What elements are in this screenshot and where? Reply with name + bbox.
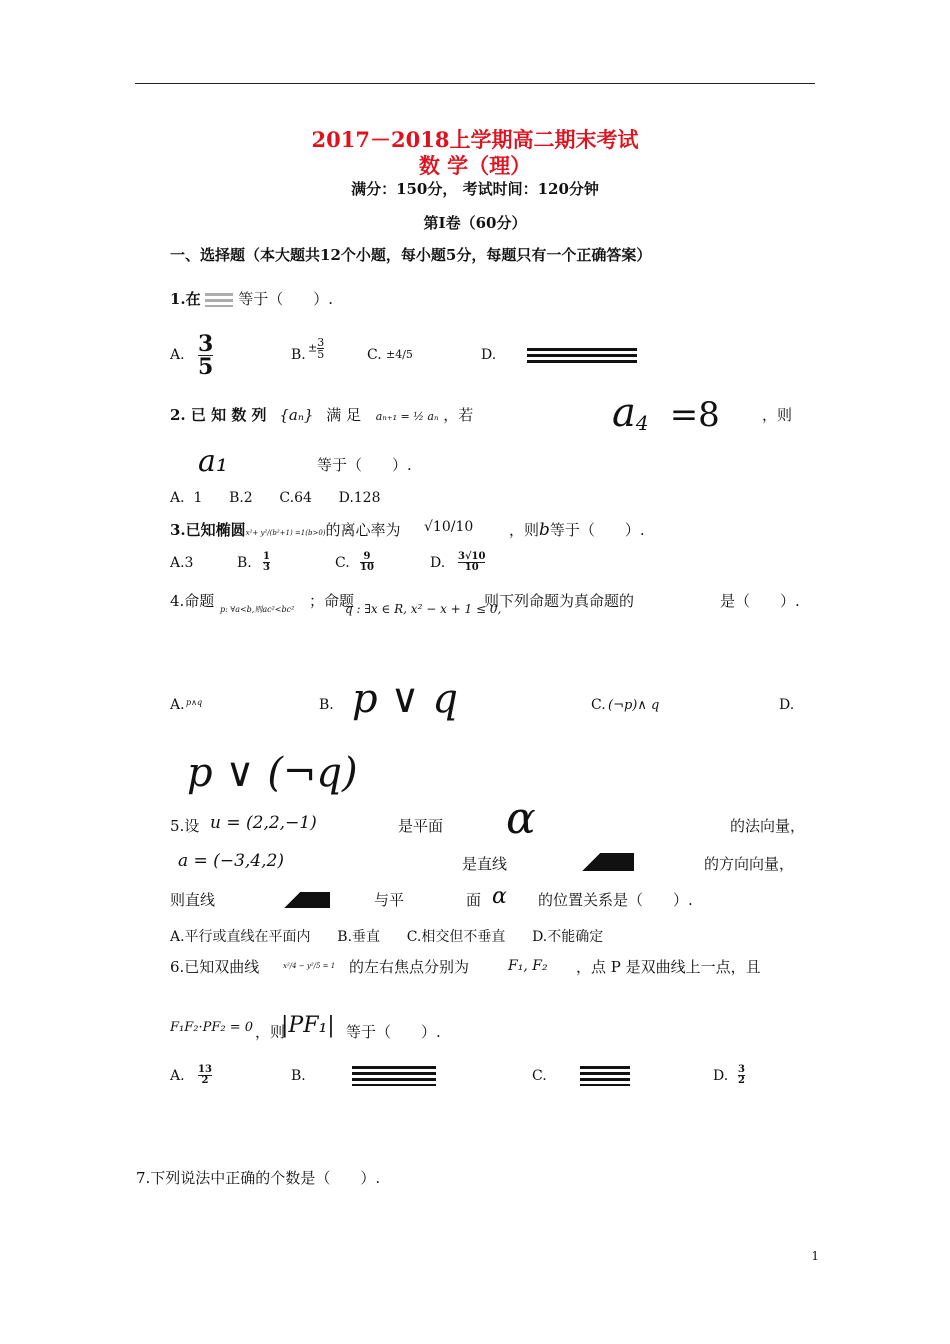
q3-line [170,519,401,540]
q5-stem-c: 的法向量， [730,817,806,835]
q6-option-c-label: C. [532,1068,547,1084]
q4-option-c: (¬p)∧ q [608,698,660,713]
q3-eccentricity: √10/10 [424,519,474,535]
q6-option-a-label: A. [170,1068,185,1084]
q4-stem-a: 4.命题 [170,592,215,610]
q5-alpha-2: α [492,884,507,909]
q1-a-den: 5 [198,354,214,380]
q1-b-num: 3 [317,336,325,349]
q4-p: p: ∀a<b,则ac²<bc² [220,605,295,614]
q1-a-num: 3 [198,331,214,357]
q2-stem-d: ，则 [762,406,793,424]
q6-option-b-label: B. [291,1068,306,1084]
q5-stem-a: 5.设 [170,817,200,835]
q2-stem-c: ，若 [443,406,474,424]
q5-u: u = (2,2,−1) [210,813,317,833]
q3-stem-b: 的离心率为 [325,521,401,539]
q3-stem-d: 等于（ ）. [549,521,645,539]
q1-option-d-blurred [527,348,637,366]
q2-stem-e: 等于（ ）. [317,456,412,474]
q3-c-den: 10 [360,562,374,573]
q3-stem-c: ，则 [509,521,540,539]
q6-stem-c: ，点 P 是双曲线上一点，且 [576,958,761,976]
q4-stem-b: ；命题 [309,592,355,610]
q3-option-d [458,552,485,573]
q6-stem-e: 等于（ ）. [346,1023,441,1041]
q6-option-d [738,1065,745,1086]
q3-option-b [263,552,270,573]
q3-b-den: 3 [263,562,270,573]
q6-option-b-blurred [352,1066,436,1086]
q5-stem-h: 面 [466,891,482,909]
page-number: 1 [811,1249,819,1263]
q4-option-b: p ∨ q [352,676,458,722]
q5-stem-b: 是平面 [398,817,444,835]
exam-subtitle: 数 学（理） [418,153,532,178]
q6-option-a [198,1065,212,1086]
q2-options: A. 1 B.2 C.64 D.128 [170,490,381,506]
q1-stem-a: 1.在 [170,290,201,308]
q5-alpha-1: α [506,793,536,844]
q1-option-a [198,333,213,378]
q6-d-den: 2 [738,1075,745,1086]
q5-stem-d: 是直线 [462,855,508,873]
q3-d-den: 10 [458,562,485,573]
q5-stem-g: 与平 [374,891,405,909]
q1-option-d-label: D. [481,347,497,363]
q2-seq: {aₙ} [279,406,314,424]
q6-option-d-label: D. [713,1068,729,1084]
q5-line-l-2 [270,892,330,908]
section-title: 第Ⅰ卷（60分） [423,214,527,232]
q3-c-num: 9 [363,551,371,562]
q2-a4-var: a [612,390,636,436]
q2-stem-b: 满 足 [326,406,362,424]
q1-option-b [308,337,324,360]
q3-option-d-label: D. [430,555,446,571]
q4-option-a-label: A. [170,697,185,713]
question-1 [170,288,333,309]
q4-stem-d: 是（ ）. [720,592,800,610]
header-rule [135,83,815,84]
q1-option-b-label: B. [291,347,306,363]
q2-a4-sub: 4 [635,411,649,436]
q2-a1: a₁ [198,444,228,479]
q5-stem-i: 的位置关系是（ ）. [538,891,693,909]
q1-option-c-label: C. [367,347,382,363]
q4-q: q : ∃x ∈ R, x² − x + 1 ≤ 0, [345,602,502,616]
q4-option-d-label: D. [779,697,795,713]
q6-pf1: |PF₁| [281,1013,335,1038]
q4-option-b-label: B. [319,697,334,713]
q6-a-num: 13 [198,1064,212,1075]
q6-stem-d: ，则 [255,1023,286,1041]
q6-stem-a: 6.已知双曲线 [170,958,260,976]
q5-stem-e: 的方向向量， [704,855,795,873]
score-line: 满分：150分， 考试时间：120分钟 [351,180,599,198]
q6-stem-b: 的左右焦点分别为 [349,958,470,976]
q1-option-c: ±4/5 [386,348,413,361]
q6-a-den: 2 [198,1075,212,1086]
q6-hyperbola: x²/4 − y²/5 = 1 [283,962,336,970]
part-title: 一、选择题（本大题共12个小题，每小题5分，每题只有一个正确答案） [170,246,652,264]
q3-var: b [539,520,550,540]
q3-d-num: 3√10 [458,551,486,562]
q3-line2 [509,519,645,540]
q1-b-sign: ± [308,341,318,355]
q6-d-num: 3 [738,1064,745,1075]
q5-stem-f: 则直线 [170,891,216,909]
q5-options: A.平行或直线在平面内 B.垂直 C.相交但不垂直 D.不能确定 [170,929,604,945]
q2-a4-val: =8 [669,395,720,435]
q3-b-num: 1 [263,551,270,562]
q4-stem-c: 则下列命题为真命题的 [484,592,635,610]
q5-a: a = (−3,4,2) [178,851,284,871]
q2-line1 [170,404,473,425]
q4-option-a: p∧q [186,698,203,707]
q2-a4 [612,390,720,436]
q6-option-c-blurred [580,1066,630,1086]
q4-option-d: p ∨ (¬q) [187,750,358,796]
q3-ellipse: x²+ y²/(b²+1) =1(b>0) [245,529,326,537]
q3-option-a: A.3 [170,555,194,571]
q4-option-c-label: C. [591,697,606,713]
exam-title: 2017－2018上学期高二期末考试 [311,127,639,152]
q7-stem: 7.下列说法中正确的个数是（ ）. [136,1169,381,1187]
q3-option-c-label: C. [335,555,350,571]
q1-option-a-label: A. [170,347,185,363]
q2-recurrence: aₙ₊₁ = ½ aₙ [375,410,439,423]
q5-line-l-1 [566,853,634,871]
q1-b-den: 5 [317,348,325,361]
q3-stem-a: 3.已知椭圆 [170,521,246,539]
q1-blurred-math [205,293,233,307]
q6-dot-product: F₁F₂·PF₂ = 0 [170,1020,254,1035]
q3-option-c [360,552,374,573]
q3-option-b-label: B. [237,555,252,571]
q1-stem-b: 等于（ ）. [238,290,334,308]
q6-foci: F₁, F₂ [508,958,548,974]
q2-stem-a: 2. 已 知 数 列 [170,406,267,424]
